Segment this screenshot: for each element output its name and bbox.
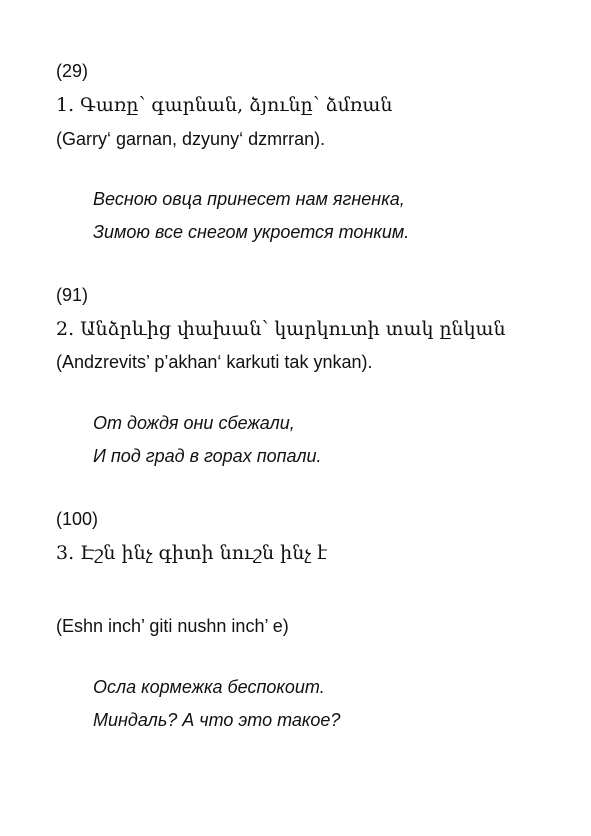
entry-2-russian-line-2: И под град в горах попали. (93, 446, 322, 466)
entry-1-russian-line-1: Весною овца принесет нам ягненка, (93, 189, 405, 209)
entry-3-armenian-proverb: 3. Էշն ինչ գիտի նուշն ինչ է (56, 542, 327, 564)
entry-1-armenian-proverb: 1. Գառը՝ գարնան, ձյունը՝ ձմռան (56, 94, 393, 116)
entry-2-transliteration: (Andzrevits’ p’akhan‘ karkuti tak ynkan). (56, 352, 373, 372)
entry-2-armenian-proverb: 2. Անձրևից փախան՝ կարկուտի տակ ընկան (56, 318, 506, 340)
entry-1-number: (29) (56, 61, 89, 81)
entry-1-transliteration: (Garry‘ garnan, dzyuny‘ dzmrran). (56, 129, 326, 149)
entry-3-number: (100) (56, 509, 99, 529)
entry-1-russian-line-2: Зимою все снегом укроется тонким. (93, 222, 410, 242)
entry-2-number: (91) (56, 285, 89, 305)
entry-3-transliteration: (Eshn inch’ giti nushn inch’ e) (56, 616, 289, 636)
entry-3-russian-line-2: Миндаль? А что это такое? (93, 710, 341, 730)
entry-2-russian-line-1: От дождя они сбежали, (93, 413, 295, 433)
entry-3-russian-line-1: Осла кормежка беспокоит. (93, 677, 325, 697)
